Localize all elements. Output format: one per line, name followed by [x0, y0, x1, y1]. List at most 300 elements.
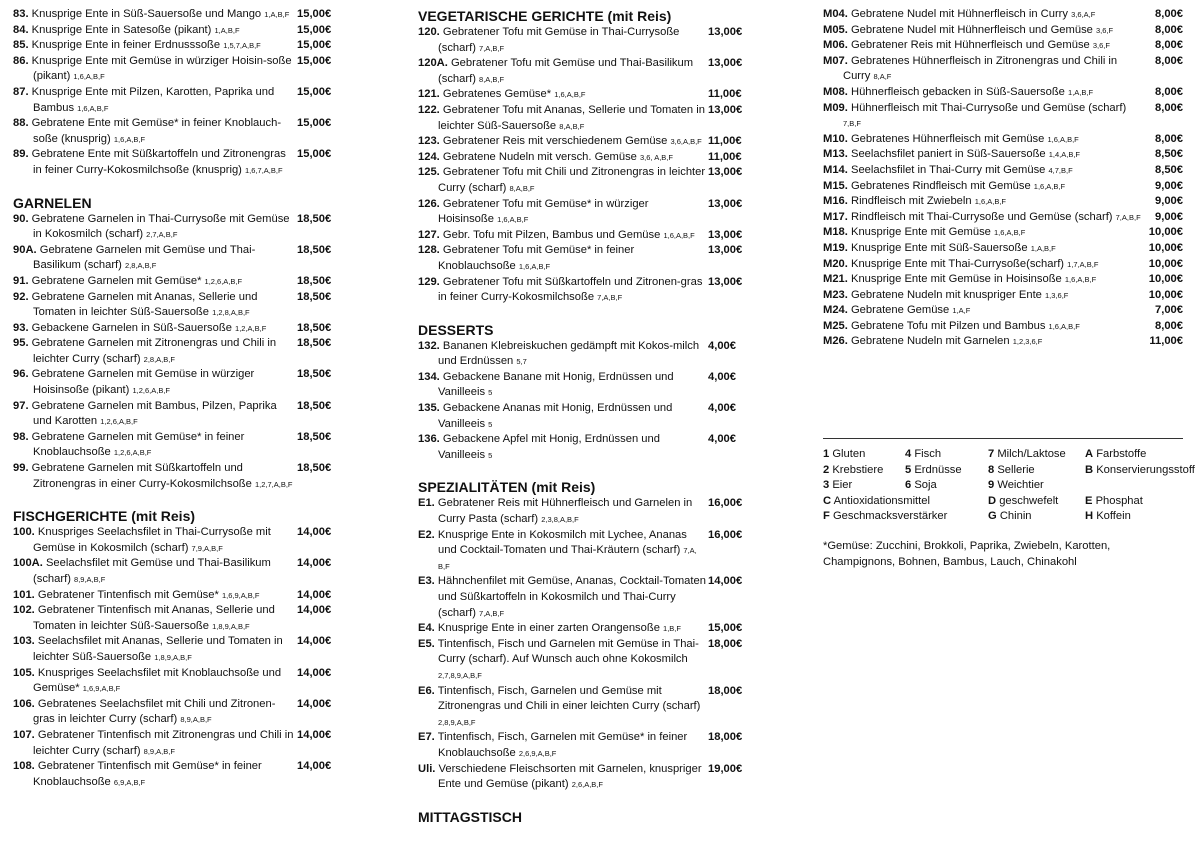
allergen-codes: 1,6,A,B,F — [1033, 181, 1066, 191]
legend-label: Fisch — [914, 448, 942, 460]
menu-item-number: M05. — [823, 23, 848, 36]
allergen-codes: 1,6,A,B,F — [1047, 134, 1079, 144]
menu-item — [418, 762, 756, 793]
allergen-codes: 5 — [488, 450, 493, 460]
menu-item — [823, 132, 1183, 148]
menu-item-text: Knuspriges Seelachsfilet mit Knoblauchsoße und Gemüse* — [33, 666, 282, 695]
allergen-codes: 2,3,8,A,B,F — [541, 515, 579, 525]
menu-item-text: Gebratener Reis mit verschiedenem Gemüse — [442, 135, 668, 148]
menu-item-price: 18,00€ — [708, 637, 743, 650]
allergen-codes: 1,4,A,B,F — [1048, 150, 1080, 160]
legend-code: 5 — [905, 463, 912, 476]
menu-item-text: Gebratene Gemüse — [850, 304, 950, 317]
menu-item-text: Gebratene Nudeln mit knuspriger Ente — [850, 288, 1042, 301]
menu-item — [13, 367, 345, 398]
menu-item — [13, 321, 345, 337]
allergen-codes: 7,A,B,F — [479, 43, 505, 53]
menu-item-number: 84. — [13, 23, 29, 36]
menu-item-text: Gebratene Garnelen mit Ananas, Sellerie und Tomaten in leichter Süß-Sauersoße — [31, 290, 258, 319]
menu-item-price: 4,00€ — [708, 339, 736, 352]
legend-label: Erdnüsse — [914, 463, 962, 476]
menu-item — [13, 147, 345, 178]
menu-item-description — [13, 525, 295, 556]
menu-item-description — [13, 759, 295, 790]
menu-item-number: E2. — [418, 528, 435, 541]
menu-item-price: 15,00€ — [297, 148, 332, 161]
menu-item-description — [418, 228, 706, 244]
menu-item-price: 11,00€ — [708, 88, 742, 101]
menu-item-description — [418, 637, 706, 684]
menu-item-price: 15,00€ — [297, 54, 332, 67]
menu-item — [418, 150, 756, 166]
menu-item-description — [13, 666, 295, 697]
menu-item-description — [418, 401, 706, 432]
menu-item-price: 18,50€ — [297, 337, 332, 350]
section-spacer — [13, 179, 345, 194]
allergen-codes: 5,7 — [516, 357, 527, 367]
menu-item-text: Gebratener Reis mit Hühnerfleisch und Gemüse — [850, 39, 1090, 52]
menu-item-text: Gebratener Tofu mit Gemüse* in würziger Hoisinsoße — [438, 197, 649, 226]
legend-code: 3 — [823, 479, 830, 492]
legend-code: H — [1085, 510, 1094, 523]
menu-item-number: 122. — [418, 103, 440, 116]
menu-item-description — [13, 85, 295, 116]
menu-item-number: 132. — [418, 339, 440, 352]
menu-item-description — [13, 603, 295, 634]
menu-item-number: 124. — [418, 150, 440, 163]
menu-item-number: E4. — [418, 622, 435, 635]
menu-item-text: Hühnerfleisch gebacken in Süß-Sauersoße — [850, 85, 1065, 98]
section-heading: GARNELEN — [13, 194, 92, 211]
menu-item-number: E5. — [418, 637, 435, 650]
menu-item-number: 103. — [13, 635, 35, 648]
menu-item-text: Knusprige Ente mit Gemüse in Hoisinsoße — [850, 273, 1062, 286]
allergen-codes: 1,B,F — [663, 624, 681, 634]
allergen-codes: 1,2,6,A,B,F — [100, 417, 138, 427]
allergen-codes: 3,6,A,F — [1071, 10, 1096, 19]
legend-table — [823, 447, 1195, 525]
menu-item — [823, 23, 1183, 39]
allergen-legend — [823, 438, 1195, 570]
menu-item-number: M15. — [823, 179, 848, 192]
legend-label: Chinin — [999, 510, 1032, 523]
menu-item — [418, 339, 756, 370]
menu-item-price: 10,00€ — [1148, 273, 1183, 286]
legend-code: 7 — [988, 448, 995, 460]
menu-item — [418, 730, 756, 761]
menu-item-number: Uli. — [418, 762, 436, 775]
menu-item-number: 90. — [13, 212, 29, 225]
menu-item-description — [823, 334, 1141, 350]
menu-item-price: 9,00€ — [1155, 210, 1183, 223]
allergen-codes: 3,6,A,B,F — [670, 137, 702, 147]
menu-item — [13, 212, 345, 243]
allergen-codes: 1,6,A,B,F — [994, 228, 1026, 238]
legend-code: 9 — [988, 479, 995, 492]
menu-item-text: Gebratene Nudeln mit versch. Gemüse — [442, 150, 637, 163]
menu-item-number: M24. — [823, 304, 848, 317]
menu-item — [823, 288, 1183, 304]
allergen-codes: 6,9,A,B,F — [113, 777, 146, 787]
menu-item-description — [418, 762, 706, 793]
menu-item-number: 85. — [13, 39, 29, 52]
menu-item-price: 11,00€ — [1149, 335, 1183, 348]
menu-item-description — [823, 85, 1141, 101]
menu-item-description — [418, 87, 706, 103]
menu-item-description — [418, 370, 706, 401]
legend-label: Eier — [832, 479, 853, 492]
menu-item-description — [13, 23, 295, 39]
allergen-codes: 7,A, B,F — [438, 546, 697, 571]
menu-item-text: Knusprige Ente in Süß-Sauersoße und Mango — [31, 8, 262, 20]
menu-item-description — [418, 684, 706, 731]
menu-item-price: 18,50€ — [297, 274, 332, 287]
menu-item-description — [823, 272, 1141, 288]
menu-item — [823, 272, 1183, 288]
menu-item — [418, 228, 756, 244]
allergen-codes: 2,7,A,B,F — [146, 230, 178, 240]
allergen-codes: 7,A,B,F — [597, 293, 623, 303]
menu-item — [13, 556, 345, 587]
menu-item-price: 9,00€ — [1155, 179, 1183, 192]
legend-label: Antioxidationsmittel — [833, 494, 930, 507]
menu-item-price: 14,00€ — [297, 760, 332, 773]
section-spacer — [418, 306, 756, 321]
allergen-codes: 8,9,A,B,F — [143, 746, 175, 756]
menu-item-number: M13. — [823, 148, 848, 161]
legend-label: Koffein — [1096, 510, 1131, 523]
menu-item-price: 14,00€ — [297, 526, 332, 539]
section-heading: FISCHGERICHTE (mit Reis) — [13, 508, 196, 525]
menu-item — [823, 334, 1183, 350]
menu-item-description — [418, 150, 706, 166]
menu-item-description — [823, 257, 1141, 273]
menu-item-number: M14. — [823, 163, 848, 176]
menu-item-text: Knusprige Ente in einer zarten Orangensoße — [437, 622, 660, 635]
legend-label: Phosphat — [1095, 494, 1143, 507]
menu-item-price: 14,00€ — [297, 557, 332, 570]
menu-item — [418, 528, 756, 575]
menu-item-number: M21. — [823, 273, 848, 286]
allergen-codes: 2,7,8,9,A,B,F — [438, 670, 482, 680]
allergen-codes: 2,8,A,B,F — [125, 261, 157, 271]
menu-item-number: 100A. — [13, 557, 43, 570]
allergen-codes: 2,6,A,B,F — [571, 780, 603, 790]
legend-row — [823, 447, 1183, 463]
menu-item-price: 15,00€ — [297, 23, 332, 36]
menu-item-description — [13, 697, 295, 728]
menu-item-number: 100. — [13, 526, 35, 539]
menu-item-text: Gebratener Tofu mit Süßkartoffeln und Zitronen-gras in feiner Curry-Kokosmilchsoße — [438, 275, 703, 304]
menu-item-text: Knusprige Ente mit Thai-Currysoße(scharf) — [850, 257, 1065, 270]
menu-item-number: 135. — [418, 402, 440, 415]
allergen-codes: 1,6,A,B,F — [73, 72, 105, 82]
menu-item-price: 18,50€ — [297, 368, 332, 381]
menu-item-price: 15,00€ — [297, 117, 332, 130]
menu-item-description — [418, 574, 706, 621]
menu-item-text: Rindfleisch mit Zwiebeln — [850, 195, 972, 208]
menu-item-text: Gebratene Garnelen mit Gemüse* in feiner Knoblauchsoße — [31, 430, 245, 459]
legend-code: E — [1085, 494, 1093, 507]
menu-item-text: Gebratener Tofu mit Chili und Zitronengras in leichter Curry (scharf) — [438, 166, 706, 194]
menu-column-1 — [13, 7, 345, 790]
menu-item-text: Knusprige Ente mit Gemüse — [850, 226, 991, 239]
menu-item — [13, 243, 345, 274]
menu-item — [418, 243, 756, 274]
legend-code: 8 — [988, 463, 995, 476]
allergen-codes: 1,2,6,A,B,F — [132, 386, 171, 396]
legend-label: Milch/Laktose — [997, 448, 1066, 460]
menu-item-text: Gebratene Garnelen mit Gemüse* — [31, 274, 202, 287]
menu-item-text: Gebratene Garnelen mit Gemüse und Thai-Basilikum (scharf) — [33, 243, 256, 272]
allergen-codes: 3,6, A,B,F — [640, 152, 673, 162]
menu-item — [13, 7, 345, 23]
menu-item-price: 18,50€ — [297, 212, 332, 225]
menu-item — [418, 684, 756, 731]
menu-item — [418, 165, 756, 196]
menu-item — [823, 241, 1183, 257]
menu-item-number: M09. — [823, 101, 848, 114]
menu-item-number: 83. — [13, 8, 29, 20]
legend-row — [823, 478, 1183, 494]
menu-item — [823, 101, 1183, 132]
menu-item — [13, 666, 345, 697]
menu-item-number: 99. — [13, 462, 29, 475]
legend-code: 1 — [823, 448, 830, 460]
menu-item-description — [13, 336, 295, 367]
allergen-codes: 1,2,6,A,B,F — [113, 448, 152, 458]
menu-item-price: 13,00€ — [708, 166, 743, 179]
menu-item-price: 14,00€ — [297, 588, 332, 601]
menu-item-number: M19. — [823, 241, 848, 254]
menu-item-price: 8,00€ — [1155, 8, 1183, 20]
legend-entry — [1085, 447, 1183, 463]
menu-item-price: 18,00€ — [708, 684, 743, 697]
allergen-codes: 2,8,9,A,B,F — [438, 717, 476, 727]
menu-item — [418, 56, 756, 87]
menu-item-price: 13,00€ — [708, 244, 743, 257]
menu-item-description — [418, 621, 706, 637]
menu-item-description — [418, 275, 706, 306]
legend-label: Weichtier — [997, 479, 1044, 492]
menu-item-price: 7,00€ — [1155, 304, 1183, 317]
allergen-codes: 1,5,7,A,B,F — [223, 41, 261, 51]
menu-item-price: 15,00€ — [297, 8, 332, 20]
menu-item-number: M07. — [823, 54, 848, 67]
legend-entry — [823, 463, 905, 479]
menu-item-price: 15,00€ — [297, 39, 332, 52]
menu-item — [418, 25, 756, 56]
legend-entry — [823, 494, 988, 510]
menu-item-text: Rindfleisch mit Thai-Currysoße und Gemüse (scharf) — [850, 210, 1113, 223]
menu-item-description — [13, 274, 295, 290]
menu-item-text: Gebackene Apfel mit Honig, Erdnüssen und Vanilleeis — [438, 433, 660, 461]
menu-item — [13, 588, 345, 604]
menu-item — [13, 728, 345, 759]
allergen-codes: 1,2,A,B,F — [235, 323, 267, 333]
legend-label: Geschmacksverstärker — [832, 510, 948, 523]
menu-item-description — [823, 210, 1141, 226]
legend-label: Krebstiere — [832, 463, 884, 476]
menu-item — [418, 134, 756, 150]
menu-item — [418, 621, 756, 637]
legend-code: F — [823, 510, 830, 523]
legend-entry — [1085, 509, 1183, 525]
menu-item-description — [823, 225, 1141, 241]
menu-item — [13, 461, 345, 492]
menu-item-price: 14,00€ — [297, 604, 332, 617]
menu-item-number: M16. — [823, 195, 848, 208]
menu-item-number: M25. — [823, 319, 848, 332]
menu-item-description — [13, 556, 295, 587]
menu-item-number: 108. — [13, 760, 35, 773]
menu-item-number: 129. — [418, 275, 440, 288]
allergen-codes: 3,6,F — [1096, 25, 1114, 35]
menu-item-description — [823, 194, 1141, 210]
menu-item-description — [13, 634, 295, 665]
menu-item-description — [418, 339, 706, 370]
allergen-codes: 1,6,A,B,F — [554, 90, 586, 100]
menu-item-number: M08. — [823, 85, 848, 98]
allergen-codes: 1,6,A,B,F — [113, 134, 146, 144]
menu-item-text: Bananen Klebreiskuchen gedämpft mit Kokos-milch und Erdnüssen — [438, 339, 700, 368]
menu-item-text: Knusprige Ente mit Pilzen, Karotten, Paprika und Bambus — [31, 85, 275, 114]
allergen-codes: 1,6,7,A,B,F — [245, 165, 283, 175]
menu-column-3 — [823, 7, 1183, 350]
menu-item-description — [418, 496, 706, 527]
menu-item-price: 13,00€ — [708, 57, 743, 70]
menu-item-price: 8,00€ — [1155, 132, 1183, 145]
allergen-codes: 1,7,A,B,F — [1067, 259, 1099, 269]
allergen-codes: 1,2,7,A,B,F — [254, 479, 293, 489]
menu-item-number: E6. — [418, 684, 435, 697]
menu-item-description — [418, 25, 706, 56]
legend-entry — [823, 447, 905, 463]
menu-item-number: M06. — [823, 39, 848, 52]
menu-item-description — [823, 147, 1141, 163]
menu-item — [823, 38, 1183, 54]
allergen-codes: 1,6,A,B,F — [1048, 321, 1080, 331]
legend-code: A — [1085, 448, 1094, 460]
menu-item — [823, 7, 1183, 23]
menu-item-number: 88. — [13, 117, 29, 130]
menu-item-text: Hühnerfleisch mit Thai-Currysoße und Gemüse (scharf) — [850, 101, 1127, 114]
menu-item-price: 13,00€ — [708, 103, 743, 116]
menu-item — [418, 103, 756, 134]
menu-item-text: Knuspriges Seelachsfilet in Thai-Currysoße mit Gemüse in Kokosmilch (scharf) — [33, 526, 271, 554]
menu-item-price: 18,00€ — [708, 731, 743, 744]
legend-label: Farbstoffe — [1096, 448, 1147, 460]
legend-code: 6 — [905, 479, 912, 492]
menu-item-description — [823, 101, 1141, 132]
menu-item — [823, 319, 1183, 335]
menu-item-number: 92. — [13, 290, 29, 303]
allergen-codes: 1,8,9,A,B,F — [154, 652, 192, 662]
menu-item-text: Gebr. Tofu mit Pilzen, Bambus und Gemüse — [442, 228, 661, 241]
menu-item-text: Gebratenes Rindfleisch mit Gemüse — [850, 179, 1031, 192]
menu-item-text: Tintenfisch, Fisch, Garnelen mit Gemüse* in feiner Knoblauchsoße — [437, 731, 688, 759]
menu-item-price: 14,00€ — [708, 575, 743, 588]
allergen-codes: 1,A,B,F — [1030, 243, 1056, 253]
menu-item — [13, 603, 345, 634]
menu-item — [13, 525, 345, 556]
menu-item-text: Gebratene Garnelen mit Gemüse in würziger Hoisinsoße (pikant) — [31, 368, 255, 397]
allergen-codes: 7,A,B,F — [479, 608, 505, 618]
menu-item-price: 13,00€ — [708, 228, 743, 241]
menu-item-number: M20. — [823, 257, 848, 270]
menu-item-description — [823, 54, 1141, 85]
menu-item — [823, 257, 1183, 273]
menu-item — [13, 54, 345, 85]
menu-item — [418, 370, 756, 401]
menu-item-description — [13, 212, 295, 243]
allergen-codes: 8,A,F — [873, 72, 892, 82]
menu-item-number: 120A. — [418, 57, 448, 70]
menu-item — [418, 275, 756, 306]
menu-item-number: 96. — [13, 368, 29, 381]
menu-item-text: Gebratene Garnelen mit Süßkartoffeln und Zitronengras in einer Curry-Kokosmilchsoße — [31, 462, 252, 490]
allergen-codes: 1,A,F — [952, 306, 971, 316]
menu-item-number: M17. — [823, 210, 848, 223]
menu-item-text: Gebratener Tintenfisch mit Gemüse* — [37, 588, 219, 601]
menu-item-price: 15,00€ — [708, 622, 743, 635]
menu-item-description — [13, 321, 295, 337]
menu-item-number: 102. — [13, 604, 35, 617]
menu-item-price: 11,00€ — [708, 150, 742, 163]
menu-item-description — [823, 132, 1141, 148]
menu-item-description — [13, 243, 295, 274]
menu-item-number: 101. — [13, 588, 35, 601]
menu-item-text: Gebratene Nudel mit Hühnerfleisch und Gemüse — [850, 23, 1093, 36]
menu-item-description — [418, 197, 706, 228]
menu-item-price: 11,00€ — [708, 135, 742, 148]
menu-item-number: 126. — [418, 197, 440, 210]
menu-item — [418, 637, 756, 684]
menu-item-text: Gebratener Tofu mit Gemüse und Thai-Basilikum (scharf) — [438, 57, 694, 85]
menu-item-text: Gebratene Garnelen mit Bambus, Pilzen, Paprika und Karotten — [31, 399, 277, 428]
menu-item — [823, 225, 1183, 241]
menu-item-price: 10,00€ — [1148, 226, 1183, 239]
menu-item-price: 8,50€ — [1155, 163, 1183, 176]
menu-item-text: Seelachsfilet mit Ananas, Sellerie und Tomaten in leichter Süß-Sauersoße — [33, 635, 283, 663]
menu-item-description — [418, 528, 706, 575]
menu-item — [823, 54, 1183, 85]
menu-item-description — [418, 243, 706, 274]
menu-item-text: Gebratene Ente mit Gemüse* in feiner Knoblauch-soße (knusprig) — [31, 117, 282, 145]
legend-code: D — [988, 494, 997, 507]
menu-item-price: 10,00€ — [1148, 241, 1183, 254]
legend-label: Soja — [914, 479, 937, 492]
menu-item-price: 13,00€ — [708, 197, 743, 210]
allergen-codes: 7,B,F — [843, 119, 861, 129]
legend-entry — [988, 447, 1085, 463]
allergen-codes: 8,A,B,F — [559, 121, 585, 131]
menu-item-description — [823, 319, 1141, 335]
menu-item-price: 18,50€ — [297, 243, 332, 256]
menu-item-price: 15,00€ — [297, 85, 332, 98]
menu-item-text: Hähnchenfilet mit Gemüse, Ananas, Cocktail-Tomaten und Süßkartoffeln in Kokosmilch und Thai-Curry (scharf) — [437, 575, 706, 619]
menu-item — [418, 87, 756, 103]
menu-item-description — [823, 179, 1141, 195]
menu-item — [418, 401, 756, 432]
menu-item-number: 123. — [418, 135, 440, 148]
menu-item-description — [418, 56, 706, 87]
menu-item-price: 4,00€ — [708, 433, 736, 446]
menu-item-text: Gebratener Tofu mit Gemüse* in feiner Knoblauchsoße — [438, 244, 635, 272]
menu-item-price: 18,50€ — [297, 399, 332, 412]
section-spacer — [418, 793, 756, 808]
menu-item-number: 93. — [13, 321, 29, 334]
